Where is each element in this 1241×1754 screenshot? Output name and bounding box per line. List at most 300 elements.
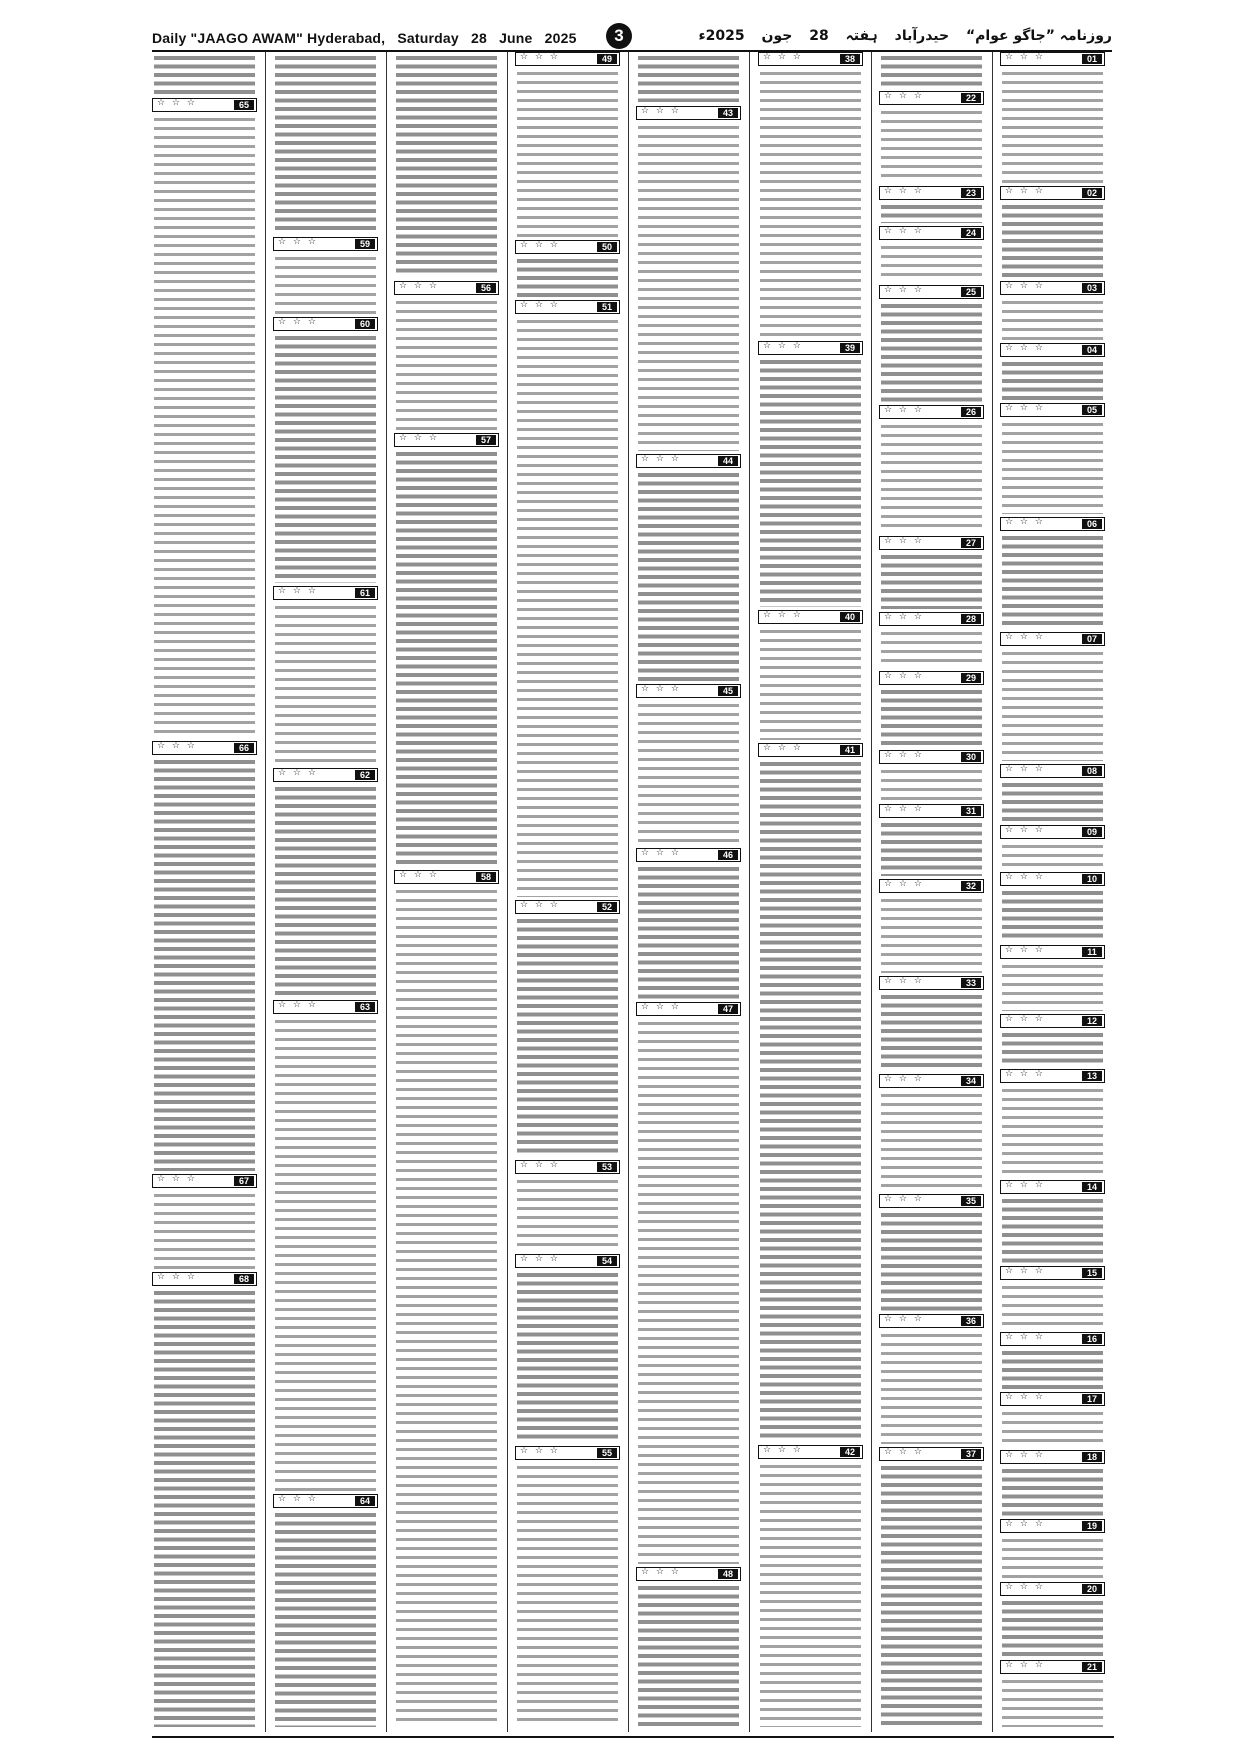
notice-header <box>1000 825 1105 839</box>
star-rating-icon: ☆ ☆ ☆ <box>520 900 560 910</box>
notice-number: 49 <box>597 54 617 64</box>
notice-block <box>273 586 378 765</box>
notice-body-text <box>517 317 618 897</box>
notice-header <box>1000 52 1105 66</box>
notice-block <box>394 870 499 1727</box>
notice-body-text <box>638 701 739 845</box>
urdu-weekday: ہفتہ <box>845 28 878 44</box>
notice-body-text <box>638 471 739 681</box>
notice-number: 51 <box>597 302 617 312</box>
urdu-month: جون <box>761 28 793 44</box>
notice-block <box>1000 632 1105 761</box>
star-rating-icon: ☆ ☆ ☆ <box>520 1160 560 1170</box>
notice-body-text <box>760 760 861 1442</box>
notice-body-text <box>396 450 497 867</box>
notice-header <box>273 1000 378 1014</box>
star-rating-icon: ☆ ☆ ☆ <box>520 1254 560 1264</box>
notice-block <box>879 226 984 282</box>
notice-number: 57 <box>476 435 496 445</box>
notice-header <box>758 341 863 355</box>
star-rating-icon: ☆ ☆ ☆ <box>641 1002 681 1012</box>
notice-number: 03 <box>1082 283 1102 293</box>
star-rating-icon: ☆ ☆ ☆ <box>884 405 924 415</box>
notice-number: 25 <box>961 287 981 297</box>
notice-header <box>879 1447 984 1461</box>
notice-body-text <box>1002 889 1103 942</box>
notice-header <box>152 1272 257 1286</box>
star-rating-icon: ☆ ☆ ☆ <box>884 671 924 681</box>
notice-block <box>515 1160 620 1251</box>
notice-header <box>879 285 984 299</box>
notice-block <box>758 341 863 607</box>
column-divider <box>507 52 508 1732</box>
star-rating-icon: ☆ ☆ ☆ <box>884 1074 924 1084</box>
notice-block <box>636 454 741 681</box>
notice-header <box>152 98 257 112</box>
notice-body-text <box>1002 842 1103 869</box>
notice-number: 36 <box>961 1316 981 1326</box>
star-rating-icon: ☆ ☆ ☆ <box>1005 1519 1045 1529</box>
notice-header <box>1000 1392 1105 1406</box>
notice-body-text <box>1002 69 1103 183</box>
paper-name: Daily "JAAGO AWAM" Hyderabad, <box>152 30 386 46</box>
star-rating-icon: ☆ ☆ ☆ <box>1005 872 1045 882</box>
notice-number: 05 <box>1082 405 1102 415</box>
notice-body-text <box>881 896 982 973</box>
star-rating-icon: ☆ ☆ ☆ <box>278 1494 318 1504</box>
star-rating-icon: ☆ ☆ ☆ <box>1005 343 1045 353</box>
star-rating-icon: ☆ ☆ ☆ <box>1005 1660 1045 1670</box>
star-rating-icon: ☆ ☆ ☆ <box>641 848 681 858</box>
column-divider <box>992 52 993 1732</box>
notice-header <box>879 536 984 550</box>
notice-number: 42 <box>840 1447 860 1457</box>
star-rating-icon: ☆ ☆ ☆ <box>884 285 924 295</box>
notice-body-text <box>396 54 497 277</box>
notice-body-text <box>275 54 376 233</box>
notice-block <box>394 281 499 430</box>
star-rating-icon: ☆ ☆ ☆ <box>884 879 924 889</box>
notice-number: 68 <box>234 1274 254 1284</box>
notice-number: 40 <box>840 612 860 622</box>
notice-header <box>152 1174 257 1188</box>
notice-header <box>152 741 257 755</box>
notice-header <box>879 879 984 893</box>
notice-body-text <box>881 54 982 87</box>
urdu-paper-name: روزنامہ ”جاگو عوام“ <box>965 28 1112 44</box>
star-rating-icon: ☆ ☆ ☆ <box>520 300 560 310</box>
notice-block <box>879 671 984 747</box>
notice-header <box>273 768 378 782</box>
notice-header <box>879 1314 984 1328</box>
notice-body-text <box>881 553 982 609</box>
notice-body-text <box>1002 298 1103 340</box>
notice-header <box>1000 1332 1105 1346</box>
notice-header <box>273 1494 378 1508</box>
notice-header <box>758 743 863 757</box>
notice-body-text <box>1002 962 1103 1011</box>
notice-body-text <box>760 627 861 740</box>
notice-block <box>1000 1660 1105 1727</box>
notice-column <box>394 52 499 1732</box>
notice-body-text <box>1002 1677 1103 1727</box>
notice-header <box>1000 1519 1105 1533</box>
notice-header <box>636 1002 741 1016</box>
notice-body-text <box>154 115 255 738</box>
notice-header <box>273 586 378 600</box>
notice-header <box>273 237 378 251</box>
notice-body-text <box>517 1271 618 1443</box>
notice-block <box>1000 186 1105 278</box>
notice-column <box>758 52 863 1732</box>
notice-block <box>1000 517 1105 629</box>
column-divider <box>386 52 387 1732</box>
notice-block <box>152 98 257 738</box>
notice-number: 18 <box>1082 1452 1102 1462</box>
notice-number: 41 <box>840 745 860 755</box>
notice-block <box>758 1445 863 1727</box>
notice-body-text <box>275 254 376 314</box>
notice-number: 47 <box>718 1004 738 1014</box>
notice-header <box>1000 403 1105 417</box>
star-rating-icon: ☆ ☆ ☆ <box>1005 281 1045 291</box>
notice-header <box>879 612 984 626</box>
star-rating-icon: ☆ ☆ ☆ <box>1005 186 1045 196</box>
star-rating-icon: ☆ ☆ ☆ <box>278 586 318 596</box>
notice-block <box>879 285 984 402</box>
notice-header <box>515 1254 620 1268</box>
notice-header <box>879 1194 984 1208</box>
notice-block <box>1000 825 1105 869</box>
notice-body-text <box>1002 1349 1103 1389</box>
notice-header <box>879 750 984 764</box>
column-divider <box>628 52 629 1732</box>
notice-body-text <box>1002 203 1103 278</box>
notice-header <box>636 848 741 862</box>
notice-number: 63 <box>355 1002 375 1012</box>
notice-body-text <box>275 1017 376 1491</box>
notice-header <box>758 1445 863 1459</box>
notice-block <box>1000 1180 1105 1263</box>
notice-block <box>1000 764 1105 822</box>
notice-body-text <box>760 69 861 338</box>
star-rating-icon: ☆ ☆ ☆ <box>278 237 318 247</box>
star-rating-icon: ☆ ☆ ☆ <box>884 91 924 101</box>
page-number: 3 <box>606 23 632 49</box>
notice-block <box>636 848 741 999</box>
notice-header <box>636 684 741 698</box>
notice-number: 39 <box>840 343 860 353</box>
notice-block <box>1000 1450 1105 1516</box>
notice-block <box>273 317 378 583</box>
star-rating-icon: ☆ ☆ ☆ <box>763 341 803 351</box>
notice-body-text <box>1002 1467 1103 1516</box>
notice-header <box>394 433 499 447</box>
notice-block <box>273 768 378 997</box>
notice-header <box>636 106 741 120</box>
weekday: Saturday <box>397 30 459 46</box>
notice-block <box>515 52 620 237</box>
notice-body-text <box>881 203 982 223</box>
notice-header <box>515 300 620 314</box>
notice-header <box>394 281 499 295</box>
notice-body-text <box>517 257 618 297</box>
notice-number: 06 <box>1082 519 1102 529</box>
notice-body-text <box>1002 1086 1103 1177</box>
notice-body-text <box>881 993 982 1071</box>
notice-header <box>636 454 741 468</box>
notice-body-text <box>1002 1283 1103 1329</box>
notice-number: 43 <box>718 108 738 118</box>
notice-column <box>515 52 620 1732</box>
star-rating-icon: ☆ ☆ ☆ <box>399 433 439 443</box>
star-rating-icon: ☆ ☆ ☆ <box>157 1174 197 1184</box>
english-dateline <box>152 30 585 46</box>
notice-number: 62 <box>355 770 375 780</box>
urdu-city: حیدرآباد <box>894 28 950 44</box>
star-rating-icon: ☆ ☆ ☆ <box>157 741 197 751</box>
notice-number: 65 <box>234 100 254 110</box>
notice-block <box>1000 343 1105 400</box>
notice-number: 20 <box>1082 1584 1102 1594</box>
notice-block <box>879 1194 984 1311</box>
star-rating-icon: ☆ ☆ ☆ <box>641 454 681 464</box>
notice-body-text <box>760 358 861 607</box>
notice-number: 22 <box>961 93 981 103</box>
notice-number: 21 <box>1082 1662 1102 1672</box>
notice-header <box>1000 872 1105 886</box>
star-rating-icon: ☆ ☆ ☆ <box>1005 764 1045 774</box>
star-rating-icon: ☆ ☆ ☆ <box>1005 1332 1045 1342</box>
star-rating-icon: ☆ ☆ ☆ <box>641 684 681 694</box>
notice-body-text <box>1002 360 1103 400</box>
notice-number: 28 <box>961 614 981 624</box>
notice-column <box>879 52 984 1732</box>
notice-number: 01 <box>1082 54 1102 64</box>
notice-header <box>515 52 620 66</box>
notice-body-text <box>638 1019 739 1564</box>
notice-block <box>515 240 620 297</box>
star-rating-icon: ☆ ☆ ☆ <box>1005 1069 1045 1079</box>
notice-column <box>1000 52 1105 1732</box>
notice-number: 08 <box>1082 766 1102 776</box>
notice-body-text <box>154 54 255 94</box>
star-rating-icon: ☆ ☆ ☆ <box>1005 1392 1045 1402</box>
notice-block <box>1000 52 1105 183</box>
notice-number: 52 <box>597 902 617 912</box>
star-rating-icon: ☆ ☆ ☆ <box>1005 825 1045 835</box>
notice-number: 33 <box>961 978 981 988</box>
notice-number: 45 <box>718 686 738 696</box>
day: 28 <box>470 30 487 46</box>
star-rating-icon: ☆ ☆ ☆ <box>520 240 560 250</box>
notice-header <box>1000 1266 1105 1280</box>
notice-block <box>879 405 984 533</box>
notice-header <box>758 52 863 66</box>
notice-column <box>273 52 378 1732</box>
notice-number: 53 <box>597 1162 617 1172</box>
star-rating-icon: ☆ ☆ ☆ <box>1005 517 1045 527</box>
notice-body-text <box>275 785 376 997</box>
column-divider <box>265 52 266 1732</box>
notice-body-text <box>1002 1409 1103 1447</box>
notice-body-text <box>881 1091 982 1191</box>
notice-body-text <box>517 917 618 1157</box>
star-rating-icon: ☆ ☆ ☆ <box>1005 945 1045 955</box>
notice-header <box>636 1567 741 1581</box>
notice-body-text <box>881 629 982 668</box>
notice-number: 14 <box>1082 1182 1102 1192</box>
star-rating-icon: ☆ ☆ ☆ <box>1005 403 1045 413</box>
star-rating-icon: ☆ ☆ ☆ <box>884 186 924 196</box>
notice-body-text <box>881 108 982 183</box>
notice-block <box>636 684 741 845</box>
notice-block <box>879 750 984 801</box>
star-rating-icon: ☆ ☆ ☆ <box>641 106 681 116</box>
notice-number: 04 <box>1082 345 1102 355</box>
notice-header <box>758 610 863 624</box>
star-rating-icon: ☆ ☆ ☆ <box>1005 1582 1045 1592</box>
notice-body-text <box>517 1177 618 1251</box>
notice-header <box>515 900 620 914</box>
star-rating-icon: ☆ ☆ ☆ <box>763 743 803 753</box>
notice-header <box>1000 1450 1105 1464</box>
notice-number: 11 <box>1082 947 1102 957</box>
notice-block <box>758 52 863 338</box>
notice-block <box>758 743 863 1442</box>
star-rating-icon: ☆ ☆ ☆ <box>763 1445 803 1455</box>
notice-block <box>1000 1332 1105 1389</box>
column-divider <box>871 52 872 1732</box>
notice-number: 59 <box>355 239 375 249</box>
notice-number: 46 <box>718 850 738 860</box>
notice-header <box>879 671 984 685</box>
notice-number: 13 <box>1082 1071 1102 1081</box>
notice-header <box>1000 281 1105 295</box>
notice-block <box>636 106 741 451</box>
notice-number: 07 <box>1082 634 1102 644</box>
notice-number: 10 <box>1082 874 1102 884</box>
notice-header <box>879 804 984 818</box>
notice-block <box>152 741 257 1171</box>
notice-number: 09 <box>1082 827 1102 837</box>
star-rating-icon: ☆ ☆ ☆ <box>884 536 924 546</box>
notice-body-text <box>881 302 982 402</box>
notice-body-text <box>881 821 982 876</box>
notice-header <box>1000 343 1105 357</box>
notice-header <box>879 976 984 990</box>
notice-body-text <box>154 1191 255 1269</box>
notice-block <box>879 536 984 609</box>
notice-number: 15 <box>1082 1268 1102 1278</box>
notice-body-text <box>881 688 982 747</box>
notice-block <box>515 1254 620 1443</box>
star-rating-icon: ☆ ☆ ☆ <box>1005 1266 1045 1276</box>
notice-block <box>879 1314 984 1444</box>
notice-number: 61 <box>355 588 375 598</box>
star-rating-icon: ☆ ☆ ☆ <box>399 870 439 880</box>
notice-body-text <box>638 54 739 102</box>
notice-number: 64 <box>355 1496 375 1506</box>
notice-header <box>1000 1582 1105 1596</box>
notice-header <box>1000 1180 1105 1194</box>
notice-body-text <box>1002 1536 1103 1579</box>
notice-body-text <box>638 865 739 999</box>
notice-body-text <box>1002 534 1103 629</box>
notice-body-text <box>638 1584 739 1727</box>
notice-number: 44 <box>718 456 738 466</box>
notice-block <box>636 1002 741 1564</box>
notice-body-text <box>154 1289 255 1727</box>
notice-number: 60 <box>355 319 375 329</box>
notice-header <box>515 1446 620 1460</box>
notice-header <box>394 870 499 884</box>
notice-body-text <box>881 243 982 282</box>
notice-block <box>1000 1014 1105 1066</box>
notice-body-text <box>396 298 497 430</box>
notice-number: 30 <box>961 752 981 762</box>
notice-body-text <box>275 603 376 765</box>
star-rating-icon: ☆ ☆ ☆ <box>520 1446 560 1456</box>
notice-header <box>1000 945 1105 959</box>
notice-block <box>515 900 620 1157</box>
notice-block <box>273 1000 378 1491</box>
notice-block <box>879 804 984 876</box>
notice-number: 55 <box>597 1448 617 1458</box>
notice-block <box>879 976 984 1071</box>
star-rating-icon: ☆ ☆ ☆ <box>763 610 803 620</box>
urdu-year: 2025ء <box>698 28 745 44</box>
bottom-rule <box>152 1736 1114 1738</box>
star-rating-icon: ☆ ☆ ☆ <box>399 281 439 291</box>
notice-number: 54 <box>597 1256 617 1266</box>
notice-column <box>636 52 741 1732</box>
star-rating-icon: ☆ ☆ ☆ <box>278 317 318 327</box>
notice-body-text <box>881 1331 982 1444</box>
notice-block <box>1000 1519 1105 1579</box>
notice-body-text <box>1002 1197 1103 1263</box>
notice-body-text <box>1002 1599 1103 1657</box>
notice-body-text <box>396 887 497 1727</box>
notice-block <box>879 879 984 973</box>
star-rating-icon: ☆ ☆ ☆ <box>278 768 318 778</box>
notice-number: 23 <box>961 188 981 198</box>
notice-number: 29 <box>961 673 981 683</box>
notice-number: 32 <box>961 881 981 891</box>
notice-block <box>515 1446 620 1727</box>
masthead <box>152 26 1112 52</box>
notice-header <box>515 1160 620 1174</box>
notice-body-text <box>881 422 982 533</box>
notice-body-text <box>154 758 255 1171</box>
notice-number: 38 <box>840 54 860 64</box>
notice-body-text <box>517 69 618 237</box>
notice-block <box>1000 403 1105 514</box>
star-rating-icon: ☆ ☆ ☆ <box>884 226 924 236</box>
notice-header <box>1000 764 1105 778</box>
notice-block <box>273 1494 378 1727</box>
notice-header <box>879 405 984 419</box>
notice-header <box>1000 1069 1105 1083</box>
notice-number: 19 <box>1082 1521 1102 1531</box>
notice-header <box>879 91 984 105</box>
notice-block <box>152 1174 257 1269</box>
star-rating-icon: ☆ ☆ ☆ <box>884 1447 924 1457</box>
notice-columns <box>152 52 1114 1734</box>
star-rating-icon: ☆ ☆ ☆ <box>884 612 924 622</box>
notice-block <box>879 1074 984 1191</box>
column-divider <box>749 52 750 1732</box>
